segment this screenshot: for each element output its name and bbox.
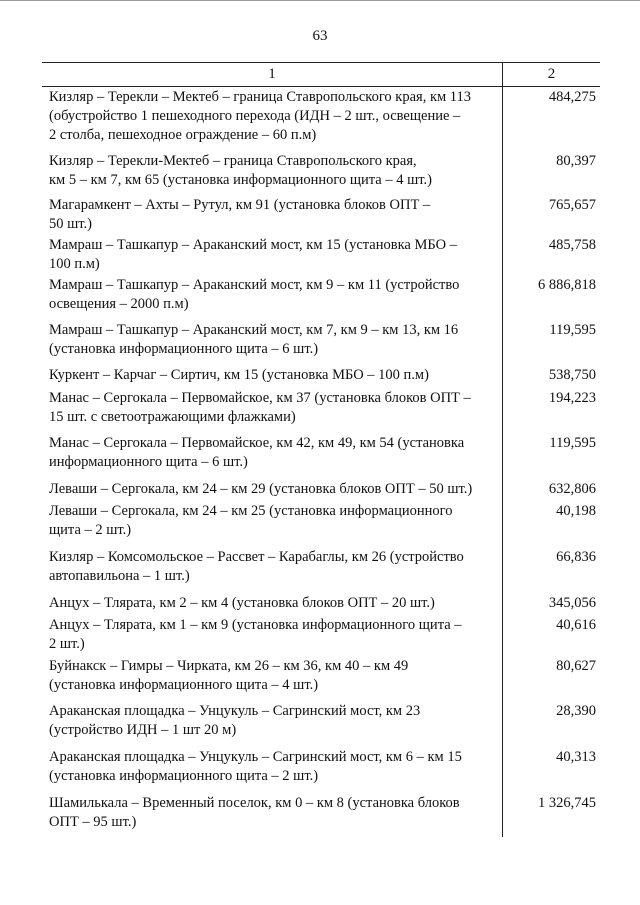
row-amount: 40,198 [556,503,596,519]
row-amount: 40,616 [556,617,596,633]
page-top-edge [0,0,640,1]
row-amount: 6 886,818 [538,277,596,293]
row-description: Манас – Сергокала – Первомайское, км 42, км 49, км 54 (установка информационного щита – 6 шт.) [49,435,465,470]
row-description: Магарамкент – Ахты – Рутул, км 91 (установка блоков ОПТ – 50 шт.) [49,197,431,232]
row-description: Араканская площадка – Унцукуль – Сагринский мост, км 23 (устройство ИДН – 1 шт 20 м) [49,703,421,738]
row-description: Анцух – Тлярата, км 1 – км 9 (установка информационного щита – 2 шт.) [49,617,462,652]
row-description: Араканская площадка – Унцукуль – Сагринский мост, км 6 – км 15 (установка информационного щита – 2 шт.) [49,749,462,784]
row-amount: 484,275 [548,89,596,105]
row-description: Шамилькала – Временный поселок, км 0 – км 8 (установка блоков ОПТ – 95 шт.) [49,795,460,830]
row-description: Мамраш – Ташкапур – Араканский мост, км 7, км 9 – км 13, км 16 (установка информационного щита – 6 шт.) [49,322,459,357]
row-description: Кизляр – Комсомольское – Рассвет – Карабаглы, км 26 (устройство автопавильона – 1 шт.) [49,549,464,584]
row-amount: 765,657 [548,197,596,213]
row-description: Леваши – Сергокала, км 24 – км 29 (установка блоков ОПТ – 50 шт.) [49,481,473,497]
column-header-1: 1 [268,66,276,82]
row-description: Буйнакск – Гимры – Чирката, км 26 – км 36, км 40 – км 49 (установка информационного щита – 4 шт.) [49,658,409,693]
column-header-2: 2 [547,66,556,82]
row-amount: 119,595 [549,322,596,338]
row-description: Леваши – Сергокала, км 24 – км 25 (установка информационного щита – 2 шт.) [49,503,453,538]
row-amount: 632,806 [548,481,596,497]
row-description: Мамраш – Ташкапур – Араканский мост, км 9 – км 11 (устройство освещения – 2000 п.м) [49,277,460,312]
row-amount: 80,627 [556,658,596,674]
row-amount: 1 326,745 [538,795,596,811]
row-description: Манас – Сергокала – Первомайское, км 37 (установка блоков ОПТ – 15 шт. с светоотражающими флажками) [49,390,471,425]
row-amount: 345,056 [548,595,596,611]
header-bottom-border [42,86,600,87]
row-amount: 485,758 [548,237,596,253]
row-amount: 538,750 [548,367,596,383]
row-description: Мамраш – Ташкапур – Араканский мост, км 15 (установка МБО – 100 п.м) [49,237,457,272]
page-number: 63 [312,28,328,44]
row-amount: 119,595 [549,435,596,451]
row-description: Куркент – Карчаг – Сиртич, км 15 (установка МБО – 100 п.м) [49,367,429,383]
row-amount: 40,313 [556,749,596,765]
row-amount: 28,390 [556,703,596,719]
row-description: Анцух – Тлярата, км 2 – км 4 (установка блоков ОПТ – 20 шт.) [49,595,435,611]
row-amount: 80,397 [556,153,596,169]
table-top-border [42,62,600,63]
row-description: Кизляр – Терекли – Мектеб – граница Ставропольского края, км 113 (обустройство 1 пешеходного перехода (ИДН – 2 шт., освещение – 2 столба, пешеходное ограждение – 60 п.м) [49,89,472,143]
row-amount: 66,836 [556,549,596,565]
row-amount: 194,223 [548,390,596,406]
row-description: Кизляр – Терекли-Мектеб – граница Ставропольского края, км 5 – км 7, км 65 (установка информационного щита – 4 шт.) [49,153,432,188]
